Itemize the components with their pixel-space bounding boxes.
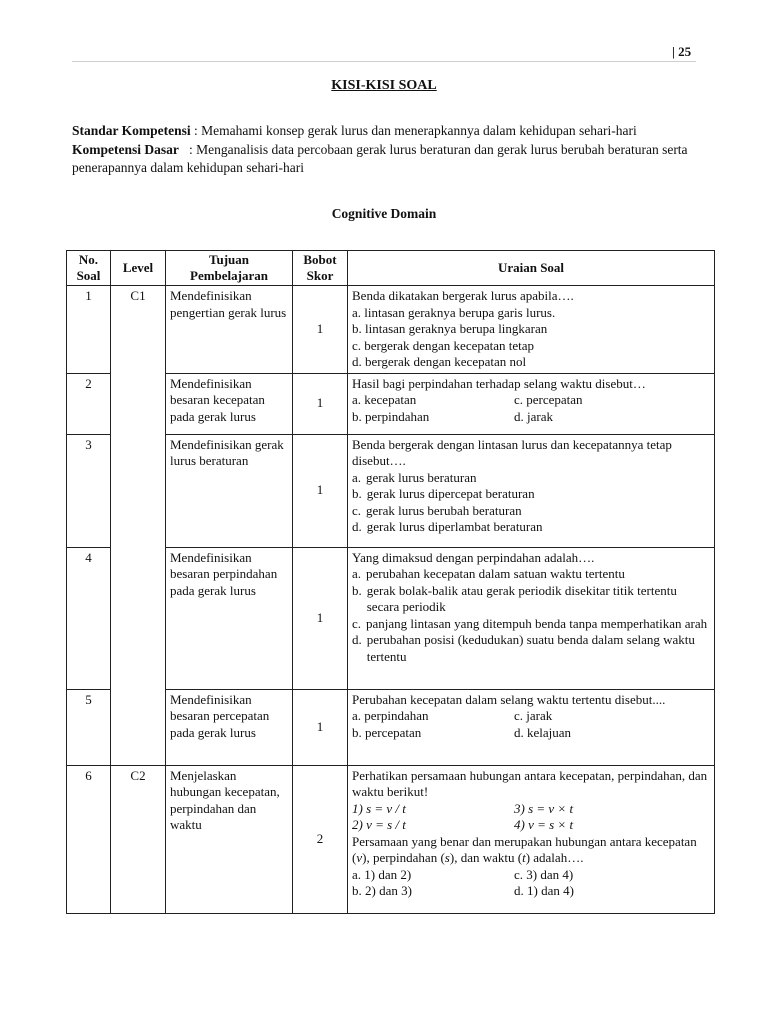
row-level (111, 689, 166, 765)
header-level: Level (111, 251, 166, 286)
table-row (67, 765, 715, 913)
equation: 2) v = s / t (352, 817, 406, 832)
row-tujuan: Menjelaskan hubungan kecepatan, perpindahan dan waktu (166, 765, 293, 913)
header-no: No. Soal (67, 251, 111, 286)
row-bobot: 1 (293, 689, 348, 765)
row-bobot: 1 (293, 547, 348, 689)
option: d. bergerak dengan kecepatan nol (352, 354, 527, 369)
header-uraian: Uraian Soal (348, 251, 715, 286)
kompetensi-dasar (72, 141, 708, 177)
row-uraian (348, 286, 715, 374)
option: c. percepatan (514, 392, 583, 407)
option: c. gerak lurus berubah beraturan (352, 502, 522, 518)
option: c. 3) dan 4) (514, 866, 574, 882)
row-level (111, 547, 166, 689)
row-tujuan: Mendefinisikan besaran percepatan pada gerak lurus (166, 689, 293, 765)
option: b. percepatan (352, 724, 422, 740)
kompetensi-text: Menganalisis data percobaan gerak lurus beraturan dan gerak lurus berubah beraturan serta penerapannya dalam kehidupan sehari-hari (72, 142, 688, 175)
option: b. gerak lurus dipercepat beraturan (352, 486, 535, 501)
option: a. lintasan geraknya berupa garis lurus. (352, 304, 556, 320)
row-uraian (348, 689, 715, 765)
row-level: C2 (111, 765, 166, 913)
question-text: Hasil bagi perpindahan terhadap selang waktu disebut… (352, 375, 646, 391)
option: a. perubahan kecepatan dalam satuan waktu tertentu (352, 566, 625, 581)
row-uraian (348, 765, 715, 913)
table-row (67, 689, 715, 765)
option: b. gerak bolak-balik atau gerak periodik disekitar titik tertentu secara periodik (352, 582, 677, 614)
table-row (67, 434, 715, 547)
document-title: KISI-KISI SOAL (331, 78, 437, 93)
row-no: 3 (67, 434, 111, 547)
option: d. gerak lurus diperlambat beraturan (352, 519, 543, 534)
option: b. lintasan geraknya berupa lingkaran (352, 321, 548, 336)
row-level: C1 (111, 286, 166, 374)
question-text: Perhatikan persamaan hubungan antara kecepatan, perpindahan, dan waktu berikut! (352, 767, 708, 799)
equation: 4) v = s × t (514, 817, 574, 832)
kisi-kisi-table (66, 250, 715, 914)
header-tujuan: Tujuan Pembelajaran (166, 251, 293, 286)
option: c. panjang lintasan yang ditempuh benda tanpa memperhatikan arah (352, 615, 708, 631)
header-bobot: Bobot Skor (293, 251, 348, 286)
row-no: 5 (67, 689, 111, 765)
standar-sep: : (190, 123, 202, 138)
option: a. kecepatan (352, 392, 417, 407)
header-divider (72, 61, 696, 62)
row-bobot: 1 (293, 373, 348, 434)
domain-heading: Cognitive Domain (331, 206, 437, 221)
question-text: Perubahan kecepatan dalam selang waktu tertentu disebut.... (352, 691, 666, 707)
row-bobot: 2 (293, 765, 348, 913)
row-tujuan: Mendefinisikan besaran kecepatan pada gerak lurus (166, 373, 293, 434)
row-uraian (348, 434, 715, 547)
option: b. 2) dan 3) (352, 883, 412, 898)
option: a. perpindahan (352, 708, 429, 723)
row-level (111, 373, 166, 434)
option: c. bergerak dengan kecepatan tetap (352, 337, 535, 353)
standar-label: Standar Kompetensi (72, 123, 191, 138)
question-text: Benda dikatakan bergerak lurus apabila…. (352, 288, 574, 303)
row-tujuan: Mendefinisikan pengertian gerak lurus (166, 286, 293, 374)
kompetensi-sep: : (178, 142, 197, 157)
row-no: 4 (67, 547, 111, 689)
option: d. kelajuan (514, 724, 572, 740)
row-uraian (348, 547, 715, 689)
question-text: Persamaan yang benar dan merupakan hubungan antara kecepatan (v), perpindahan (s), dan waktu (t) adalah…. (352, 833, 697, 865)
row-uraian (348, 373, 715, 434)
standar-kompetensi (72, 122, 702, 140)
table-row (67, 373, 715, 434)
table-row (67, 286, 715, 374)
equation: 3) s = v × t (514, 800, 574, 816)
question-text: Benda bergerak dengan lintasan lurus dan kecepatannya tetap disebut…. (352, 436, 672, 468)
option: c. jarak (514, 708, 553, 723)
option: d. jarak (514, 408, 553, 424)
row-level (111, 434, 166, 547)
option: a. gerak lurus beraturan (352, 469, 477, 485)
option: b. perpindahan (352, 408, 430, 424)
option: d. perubahan posisi (kedudukan) suatu benda dalam selang waktu tertentu (352, 632, 695, 664)
equation: 1) s = v / t (352, 800, 406, 816)
row-bobot: 1 (293, 286, 348, 374)
table-row (67, 547, 715, 689)
standar-text: Memahami konsep gerak lurus dan menerapkannya dalam kehidupan sehari-hari (201, 123, 637, 138)
page-number: | 25 (672, 44, 692, 59)
row-bobot: 1 (293, 434, 348, 547)
row-no: 6 (67, 765, 111, 913)
row-no: 1 (67, 286, 111, 374)
table-header-row (67, 251, 715, 286)
question-text: Yang dimaksud dengan perpindahan adalah…. (352, 549, 595, 565)
row-no: 2 (67, 373, 111, 434)
option: a. 1) dan 2) (352, 866, 412, 882)
option: d. 1) dan 4) (514, 883, 574, 898)
row-tujuan: Mendefinisikan gerak lurus beraturan (166, 434, 293, 547)
row-tujuan: Mendefinisikan besaran perpindahan pada gerak lurus (166, 547, 293, 689)
kompetensi-label: Kompetensi Dasar (72, 142, 179, 157)
